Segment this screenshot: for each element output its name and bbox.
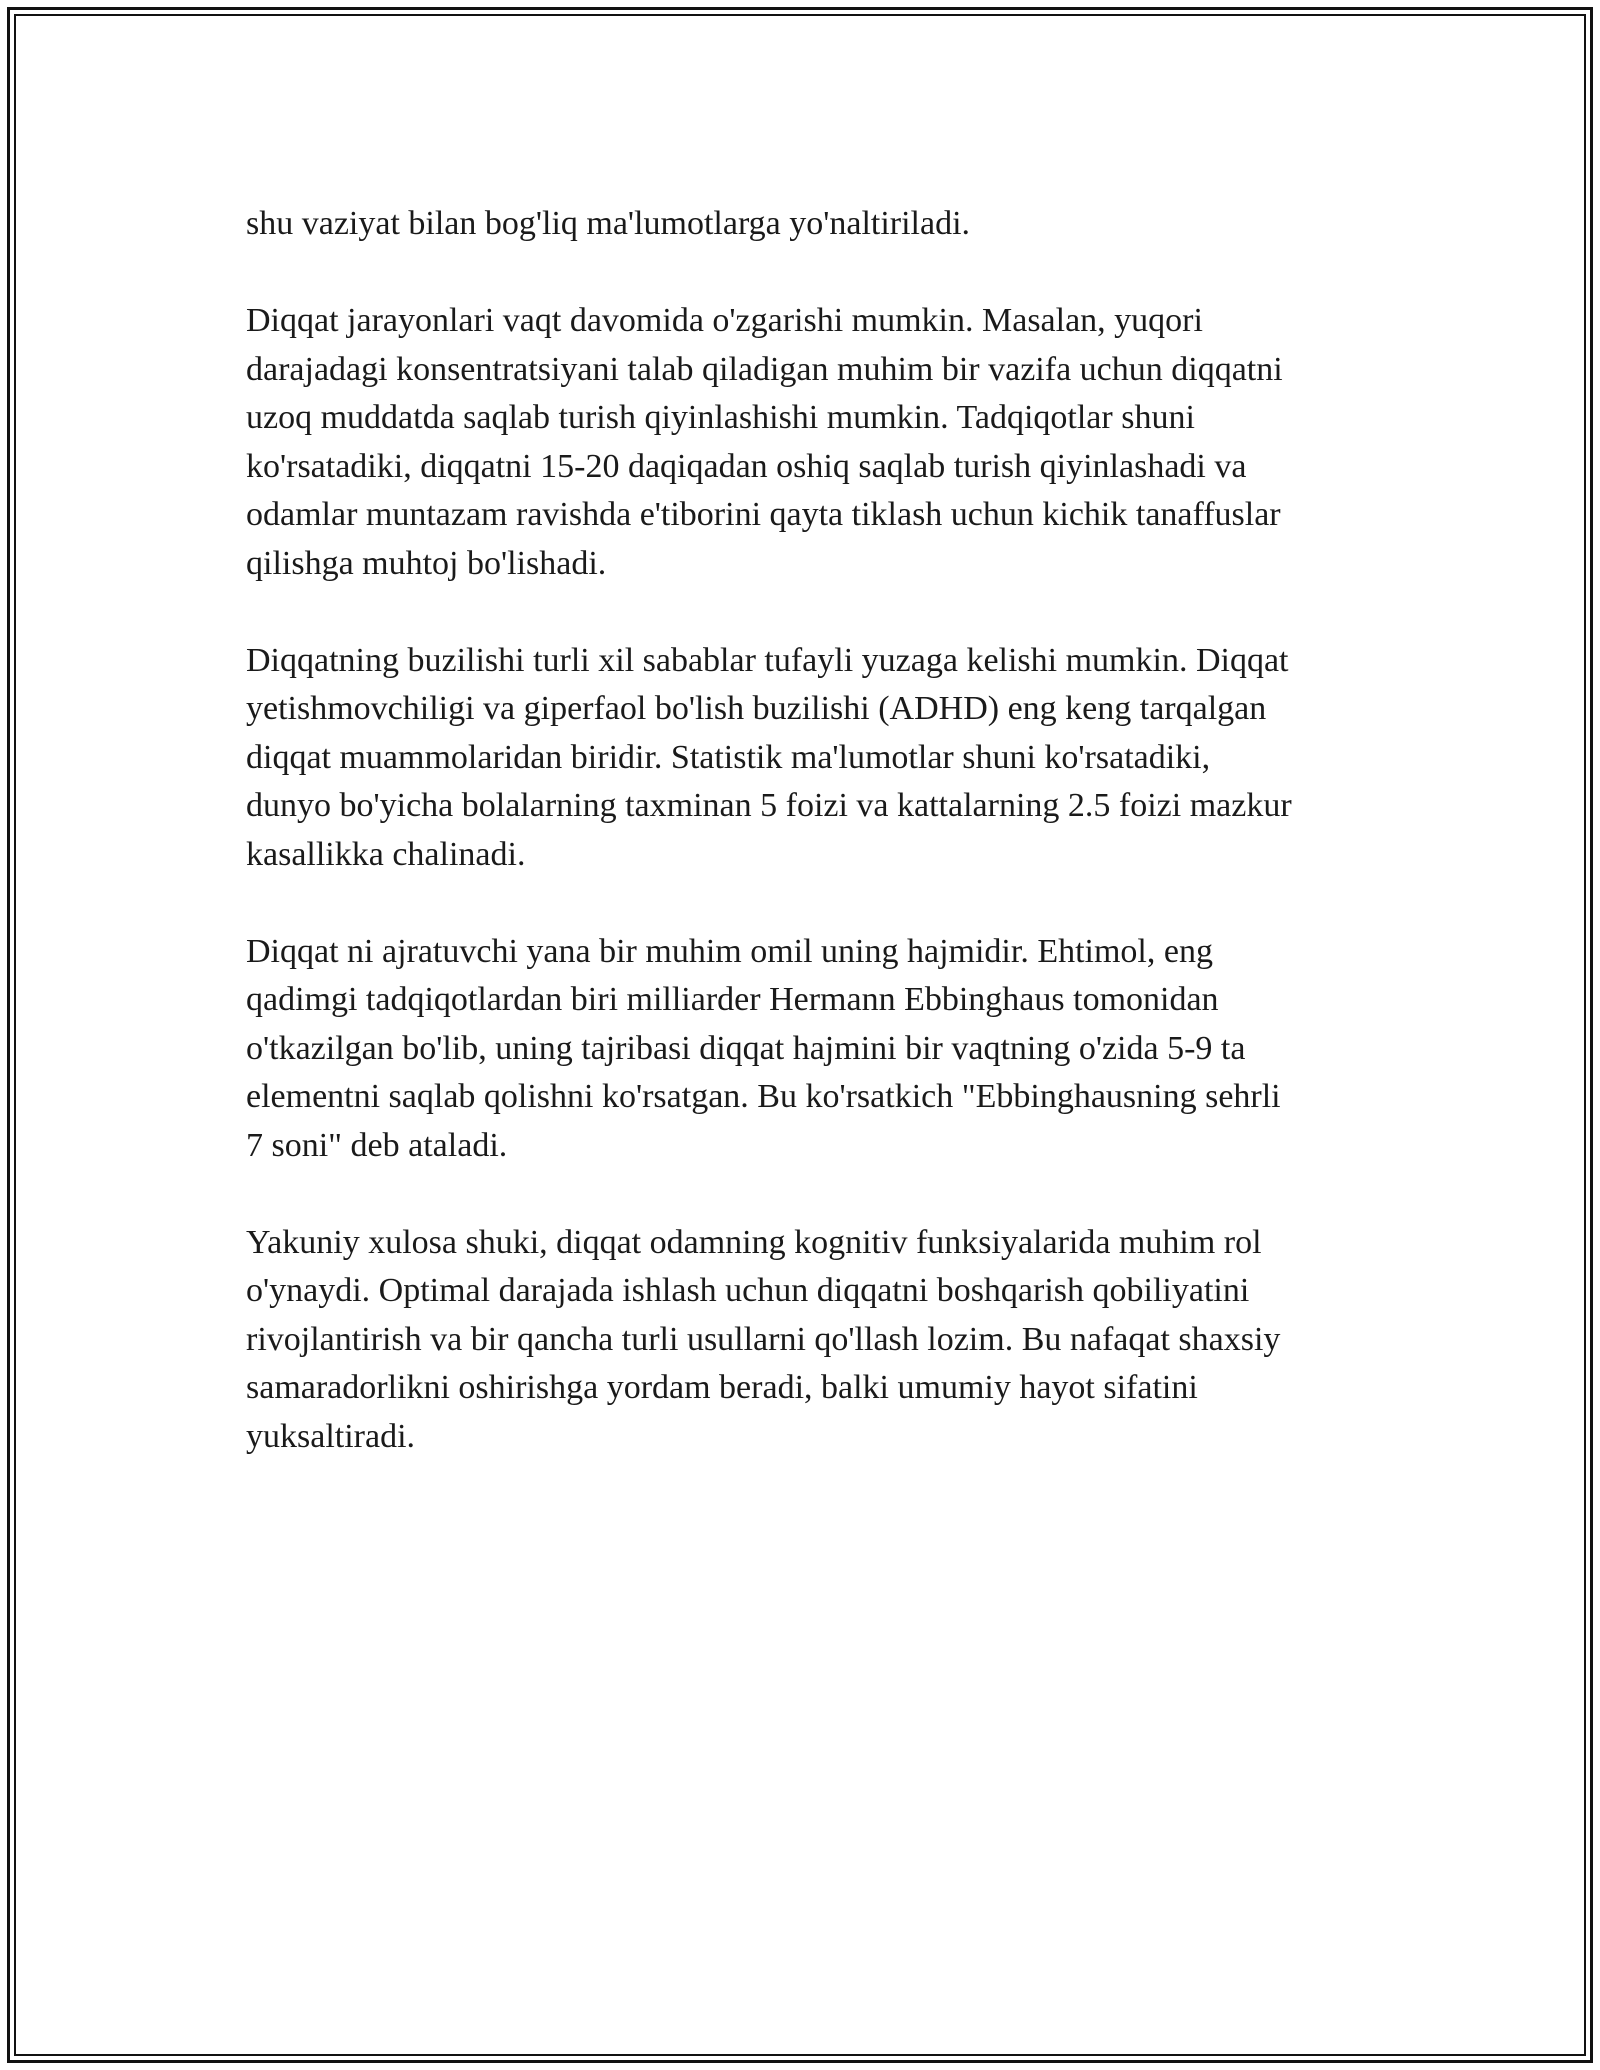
- paragraph-5: Yakuniy xulosa shuki, diqqat odamning kognitiv funksiyalarida muhim rol o'ynaydi. Optimal darajada ishlash uchun diqqatni boshqarish qobiliyatini rivojlantirish va bir qancha turli usullarni qo'llash lozim. Bu nafaqat shaxsiy samaradorlikni oshirishga yordam beradi, balki umumiy hayot sifatini yuksaltiradi.: [246, 1223, 1281, 1455]
- paragraph-2: Diqqat jarayonlari vaqt davomida o'zgarishi mumkin. Masalan, yuqori darajadagi konsentratsiyani talab qiladigan muhim bir vazifa uchun diqqatni uzoq muddatda saqlab turish qiyinlashishi mumkin. Tadqiqotlar shuni ko'rsatadiki, diqqatni 15-20 daqiqadan oshiq saqlab turish qiyinlashadi va odamlar muntazam ravishda e'tiborini qayta tiklash uchun kichik tanaffuslar qilishga muhtoj bo'lishadi.: [246, 302, 1283, 582]
- paragraph-1: shu vaziyat bilan bog'liq ma'lumotlarga yo'naltiriladi.: [246, 205, 971, 242]
- paragraph-3: Diqqatning buzilishi turli xil sabablar tufayli yuzaga kelishi mumkin. Diqqat yetishmovchiligi va giperfaol bo'lish buzilishi (ADHD) eng keng tarqalgan diqqat muammolaridan biridir. Statistik ma'lumotlar shuni ko'rsatadiki, dunyo bo'yicha bolalarning taxminan 5 foizi va kattalarning 2.5 foizi mazkur kasallikka chalinadi.: [246, 641, 1292, 873]
- paragraph-4: Diqqat ni ajratuvchi yana bir muhim omil uning hajmidir. Ehtimol, eng qadimgi tadqiqotlardan biri milliarder Hermann Ebbinghaus tomonidan o'tkazilgan bo'lib, uning tajribasi diqqat hajmini bir vaqtning o'zida 5-9 ta elementni saqlab qolishni ko'rsatgan. Bu ko'rsatkich "Ebbinghausning sehrli 7 soni" deb ataladi.: [246, 932, 1281, 1164]
- page-frame: [7, 7, 1593, 2063]
- document-body: [246, 200, 1376, 1510]
